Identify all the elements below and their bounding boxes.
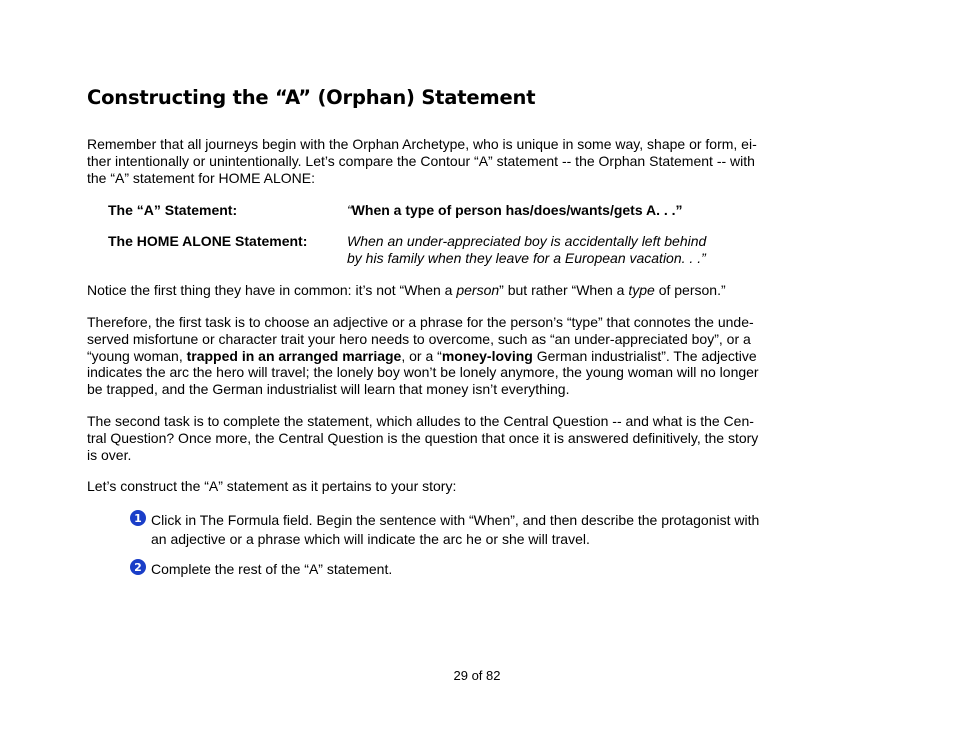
notice-text: Notice the first thing they have in common: it’s not “When a bbox=[87, 282, 457, 298]
page-title: Constructing the “A” (Orphan) Statement bbox=[87, 86, 536, 109]
step-1-text bbox=[151, 511, 791, 549]
therefore-line: served misfortune or character trait your hero needs to overcome, such as “an under-appreciated boy”, or a bbox=[87, 330, 751, 347]
step-1-line: Click in The Formula field. Begin the sentence with “When”, and then describe the protagonist with bbox=[151, 512, 760, 528]
intro-paragraph bbox=[87, 136, 787, 186]
page-number: 29 of 82 bbox=[453, 668, 501, 683]
therefore-line: German industrialist”. The adjective bbox=[532, 347, 757, 364]
step-1-number-icon: 1 bbox=[130, 510, 146, 526]
second-task-line: The second task is to complete the statement, which alludes to the Central Question -- and what is the Cen- bbox=[87, 413, 754, 429]
therefore-bold-phrase: money-loving bbox=[441, 347, 533, 364]
therefore-line: be trapped, and the German industrialist will learn that money isn’t everything. bbox=[87, 381, 570, 398]
notice-emphasis-person: person bbox=[456, 282, 500, 298]
intro-line: ther intentionally or unintentionally. Let’s compare the Contour “A” statement -- the Orphan Statement -- with bbox=[87, 152, 755, 169]
second-task-line: tral Question? Once more, the Central Question is the question that once it is answered definitively, the story bbox=[87, 429, 759, 446]
notice-text: ” but rather “When a bbox=[499, 282, 629, 298]
home-alone-statement-value bbox=[347, 233, 706, 267]
therefore-line: Therefore, the first task is to choose an adjective or a phrase for the person’s “type” that connotes the unde- bbox=[87, 314, 754, 330]
step-2-number-icon: 2 bbox=[130, 559, 146, 575]
home-alone-line: by his family when they leave for a European vacation. . .” bbox=[347, 250, 706, 266]
step-2-text: Complete the rest of the “A” statement. bbox=[151, 561, 393, 577]
a-statement-label: The “A” Statement: bbox=[108, 202, 238, 218]
intro-line: the “A” statement for HOME ALONE: bbox=[87, 169, 315, 186]
home-alone-statement-label: The HOME ALONE Statement: bbox=[108, 233, 308, 249]
notice-emphasis-type: type bbox=[628, 282, 655, 298]
therefore-line: , or a “ bbox=[401, 347, 442, 364]
therefore-paragraph bbox=[87, 314, 787, 398]
notice-text: of person.” bbox=[654, 282, 726, 298]
construct-paragraph: Let’s construct the “A” statement as it pertains to your story: bbox=[87, 478, 457, 494]
therefore-line: “young woman, bbox=[87, 347, 187, 364]
home-alone-line: When an under-appreciated boy is accidentally left behind bbox=[347, 233, 707, 249]
intro-line: Remember that all journeys begin with the Orphan Archetype, who is unique in some way, shape or form, ei- bbox=[87, 136, 757, 152]
step-1-line: an adjective or a phrase which will indicate the arc he or she will travel. bbox=[151, 531, 590, 547]
second-task-line: is over. bbox=[87, 446, 132, 463]
second-task-paragraph bbox=[87, 413, 787, 463]
a-statement-value bbox=[347, 202, 683, 219]
therefore-bold-phrase: trapped in an arranged marriage bbox=[186, 347, 402, 364]
a-statement-text: When a type of person has/does/wants/gets A. . .” bbox=[351, 202, 683, 218]
notice-paragraph bbox=[87, 282, 787, 299]
a-statement-open-quote: “ bbox=[347, 202, 352, 218]
therefore-line: indicates the arc the hero will travel; the lonely boy won’t be lonely anymore, the young woman will no longer bbox=[87, 364, 759, 381]
